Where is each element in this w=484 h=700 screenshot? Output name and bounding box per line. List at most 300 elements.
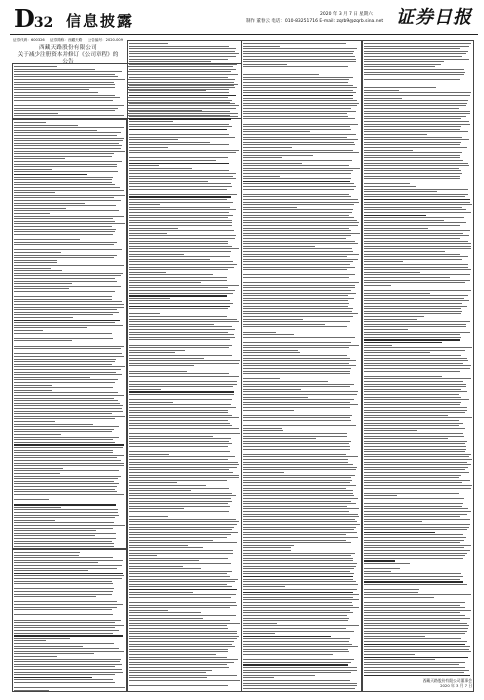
text-line [129, 105, 239, 106]
text-line [129, 178, 236, 179]
text-line [243, 306, 348, 307]
text-line [129, 415, 232, 416]
text-line [14, 607, 117, 608]
text-line [129, 235, 236, 236]
text-line [14, 635, 123, 636]
text-line [243, 493, 353, 494]
text-line [243, 558, 353, 559]
text-line [14, 164, 117, 165]
text-line [14, 429, 114, 430]
text-line [14, 489, 115, 490]
announcement-title: 关于减少注册资本并修订《公司章程》的 [17, 52, 119, 58]
text-line [129, 363, 239, 364]
text-line [129, 482, 177, 483]
text-line [14, 216, 124, 217]
text-line [129, 56, 236, 57]
text-line [129, 563, 231, 564]
text-line [14, 418, 115, 419]
text-line [14, 470, 119, 471]
text-line [14, 244, 114, 245]
text-line [14, 656, 57, 657]
text-line [364, 670, 469, 671]
text-line [364, 493, 459, 494]
text-line [364, 527, 469, 528]
text-line [14, 630, 119, 631]
text-line [129, 321, 239, 322]
page-letter: D [14, 4, 34, 33]
text-line [14, 392, 118, 393]
text-line [364, 402, 461, 403]
text-line [129, 675, 237, 676]
text-line [364, 365, 471, 366]
text-line [129, 352, 175, 353]
text-line [14, 151, 125, 152]
text-line [243, 472, 284, 473]
text-line [14, 543, 114, 544]
text-line [14, 205, 116, 206]
text-line [243, 295, 348, 296]
text-line [243, 285, 355, 286]
text-line [243, 584, 358, 585]
issue-date: 2020 年 3 月 7 日 星期六 [320, 12, 373, 17]
text-line [364, 454, 471, 455]
text-line [243, 605, 353, 606]
text-line [243, 683, 357, 684]
text-line [14, 314, 113, 315]
text-line [243, 170, 353, 171]
text-line [243, 152, 359, 153]
masthead [0, 0, 484, 38]
text-line [243, 332, 276, 333]
section-title: 信息披露 [66, 12, 135, 30]
text-line [243, 199, 358, 200]
text-line [14, 622, 115, 623]
text-line [243, 571, 350, 572]
text-line [129, 228, 178, 229]
text-line [129, 605, 237, 606]
text-line [14, 591, 113, 592]
text-line [364, 311, 462, 312]
text-line [129, 662, 234, 663]
text-line [243, 85, 353, 86]
text-line [243, 108, 351, 109]
text-line [364, 436, 464, 437]
text-line [243, 433, 347, 434]
text-line [129, 459, 228, 460]
text-line [243, 516, 359, 517]
text-line [14, 115, 124, 116]
text-line [364, 451, 465, 452]
notice-number: 公告编号：2020-009 [87, 38, 123, 42]
text-line [14, 192, 55, 193]
text-line [364, 79, 460, 80]
text-line [14, 79, 125, 80]
text-line [243, 685, 357, 686]
text-line [129, 475, 239, 476]
text-line [364, 607, 465, 608]
text-line [364, 243, 471, 244]
announcement-codes [13, 38, 123, 42]
text-line [364, 540, 464, 541]
text-line [243, 168, 360, 169]
text-line [243, 103, 359, 104]
text-line [129, 685, 228, 686]
text-line [14, 525, 125, 526]
text-line [14, 424, 93, 425]
text-line [243, 501, 351, 502]
text-line [129, 560, 199, 561]
text-line [243, 256, 347, 257]
text-line [129, 618, 203, 619]
text-line [364, 74, 464, 75]
text-line [243, 365, 356, 366]
text-line [129, 202, 233, 203]
text-line [243, 368, 351, 369]
text-line [129, 267, 234, 268]
text-line [243, 43, 346, 44]
text-line [129, 376, 239, 377]
text-line [243, 196, 351, 197]
text-line [364, 157, 460, 158]
text-line [14, 465, 124, 466]
text-line [14, 100, 113, 101]
text-line [14, 687, 125, 688]
text-line [129, 337, 235, 338]
text-line [14, 108, 118, 109]
text-line [364, 360, 468, 361]
text-line [14, 200, 121, 201]
text-line [243, 303, 349, 304]
text-line [243, 456, 358, 457]
text-line [14, 413, 112, 414]
text-line [14, 460, 121, 461]
text-line [243, 404, 358, 405]
text-line [14, 125, 78, 126]
text-line [14, 483, 119, 484]
text-line [129, 532, 238, 533]
text-line [364, 378, 471, 379]
text-line [14, 535, 95, 536]
text-line [129, 407, 236, 408]
text-line [14, 677, 92, 678]
text-line [243, 534, 346, 535]
company-name: 西藏天路股份有限公司 [39, 45, 97, 51]
text-line [129, 165, 159, 166]
text-line [129, 150, 239, 151]
text-line [129, 186, 232, 187]
text-line [129, 100, 228, 101]
text-line [14, 210, 119, 211]
text-line [129, 412, 228, 413]
text-line [14, 442, 115, 443]
text-line [14, 421, 55, 422]
text-line [243, 399, 354, 400]
text-line [129, 651, 228, 652]
text-line [243, 254, 359, 255]
text-line [243, 449, 350, 450]
text-line [129, 121, 173, 122]
text-line [243, 246, 315, 247]
text-line [364, 308, 461, 309]
text-line [129, 636, 239, 637]
signature-date: 2020 年 3 月 7 日 [440, 683, 472, 688]
text-line [243, 269, 347, 270]
text-line [364, 498, 464, 499]
text-line [243, 287, 355, 288]
text-line [129, 456, 235, 457]
text-line [243, 277, 349, 278]
text-line [243, 230, 351, 231]
text-line [243, 506, 347, 507]
text-line [364, 394, 459, 395]
text-line [128, 71, 231, 72]
text-line [14, 601, 117, 602]
text-line [364, 657, 468, 658]
text-line [14, 627, 115, 628]
text-line [243, 389, 301, 390]
text-line [364, 560, 395, 561]
text-line [14, 156, 112, 157]
text-line [364, 672, 464, 673]
text-line [129, 488, 229, 489]
text-line [14, 69, 95, 70]
text-line [243, 428, 282, 429]
text-line [14, 177, 113, 178]
text-line [129, 365, 194, 366]
text-line [243, 441, 351, 442]
text-line [129, 451, 230, 452]
text-line [364, 194, 468, 195]
text-line [14, 161, 122, 162]
text-line [129, 584, 227, 585]
text-line [14, 138, 124, 139]
text-line [364, 274, 470, 275]
text-line [129, 638, 237, 639]
text-line [364, 199, 470, 200]
text-line [364, 92, 471, 93]
text-line [364, 462, 467, 463]
text-line [243, 480, 352, 481]
text-line [129, 79, 235, 80]
text-line [364, 547, 464, 548]
text-line [364, 534, 463, 535]
text-line [129, 350, 185, 351]
text-line [364, 337, 461, 338]
text-line [364, 306, 467, 307]
text-line [129, 272, 166, 273]
text-line [14, 105, 124, 106]
text-line [14, 643, 114, 644]
text-line [243, 475, 355, 476]
text-line [129, 667, 229, 668]
text-line [243, 407, 350, 408]
text-line [243, 282, 359, 283]
text-line [364, 545, 471, 546]
text-line [364, 116, 466, 117]
announcement-title-end: 公告 [62, 59, 74, 65]
text-line [243, 651, 349, 652]
text-line [129, 64, 237, 65]
text-line [243, 163, 302, 164]
text-line [14, 239, 80, 240]
text-line [364, 407, 467, 408]
text-line [364, 376, 442, 377]
text-line [364, 511, 471, 512]
text-line [364, 222, 466, 223]
text-line [364, 651, 471, 652]
text-line [129, 568, 201, 569]
text-line [364, 469, 465, 470]
text-line [364, 495, 397, 496]
text-line [364, 420, 459, 421]
text-line [14, 353, 122, 354]
text-line [129, 196, 231, 197]
text-line [129, 124, 229, 125]
text-line [364, 230, 470, 231]
text-line [14, 223, 125, 224]
text-line [129, 69, 236, 70]
text-line [364, 521, 422, 522]
text-line [364, 631, 467, 632]
text-line [243, 181, 350, 182]
text-line [364, 563, 410, 564]
text-line [129, 282, 201, 283]
text-line [243, 519, 355, 520]
text-line [14, 387, 113, 388]
text-line [14, 382, 115, 383]
text-line [129, 586, 232, 587]
text-line [14, 439, 113, 440]
text-line [129, 404, 231, 405]
text-line [364, 610, 471, 611]
text-line [14, 455, 124, 456]
text-line [129, 553, 233, 554]
text-line [129, 493, 232, 494]
text-line [14, 361, 115, 362]
text-line [14, 273, 123, 274]
text-line [14, 286, 121, 287]
text-line [364, 202, 470, 203]
text-line [14, 95, 115, 96]
text-line [243, 553, 355, 554]
text-line [129, 508, 184, 509]
text-line [14, 638, 70, 639]
text-line [129, 222, 232, 223]
text-line [14, 533, 116, 534]
text-line [14, 262, 57, 263]
text-line [243, 568, 354, 569]
text-line [364, 386, 466, 387]
text-line [243, 53, 353, 54]
text-line [364, 334, 460, 335]
text-line [14, 340, 72, 341]
text-line [14, 291, 115, 292]
text-line [14, 171, 118, 172]
text-line [243, 215, 349, 216]
text-line [129, 183, 231, 184]
text-line [14, 390, 52, 391]
text-line [364, 313, 461, 314]
text-line [129, 285, 239, 286]
text-line [129, 303, 233, 304]
text-line [364, 618, 470, 619]
text-line [243, 589, 357, 590]
text-line [243, 610, 350, 611]
text-line [129, 443, 232, 444]
text-line [243, 602, 352, 603]
stock-abbr: 证券简称：西藏天路 [50, 38, 83, 42]
text-line [243, 644, 352, 645]
text-line [14, 372, 116, 373]
text-line [129, 212, 229, 213]
text-line [14, 538, 116, 539]
text-line [14, 614, 113, 615]
text-line [243, 467, 357, 468]
text-line [243, 373, 350, 374]
text-line [243, 680, 350, 681]
text-line [364, 90, 399, 91]
text-line [129, 420, 228, 421]
text-line [14, 491, 117, 492]
text-line [129, 480, 227, 481]
text-line [364, 51, 468, 52]
text-line [364, 235, 469, 236]
text-line [129, 129, 227, 130]
text-line [364, 537, 466, 538]
text-line [243, 264, 350, 265]
text-line [129, 339, 230, 340]
text-line [364, 430, 417, 431]
text-line [364, 519, 470, 520]
text-line [129, 433, 240, 434]
text-line [243, 641, 349, 642]
text-line [364, 131, 468, 132]
text-line [129, 66, 228, 67]
text-line [14, 312, 119, 313]
text-line [129, 194, 237, 195]
text-line [14, 486, 117, 487]
text-line [243, 659, 354, 660]
text-line [14, 546, 114, 547]
text-line [364, 482, 462, 483]
text-line [14, 122, 46, 123]
text-line [14, 581, 112, 582]
text-line [129, 436, 213, 437]
text-line [129, 467, 237, 468]
text-line [14, 653, 94, 654]
text-line [14, 113, 58, 114]
text-line [364, 113, 470, 114]
text-line [243, 670, 357, 671]
text-line [14, 512, 118, 513]
text-line [243, 300, 348, 301]
text-line [243, 105, 357, 106]
text-line [364, 410, 467, 411]
text-line [364, 467, 468, 468]
text-line [364, 248, 471, 249]
text-line [364, 592, 418, 593]
text-line [14, 66, 57, 67]
text-line [243, 233, 360, 234]
text-line [129, 308, 228, 309]
text-line [14, 515, 119, 516]
text-line [14, 481, 114, 482]
text-line [129, 160, 216, 161]
text-line [129, 173, 236, 174]
text-line [14, 403, 120, 404]
text-line [129, 680, 240, 681]
text-line [129, 53, 239, 54]
